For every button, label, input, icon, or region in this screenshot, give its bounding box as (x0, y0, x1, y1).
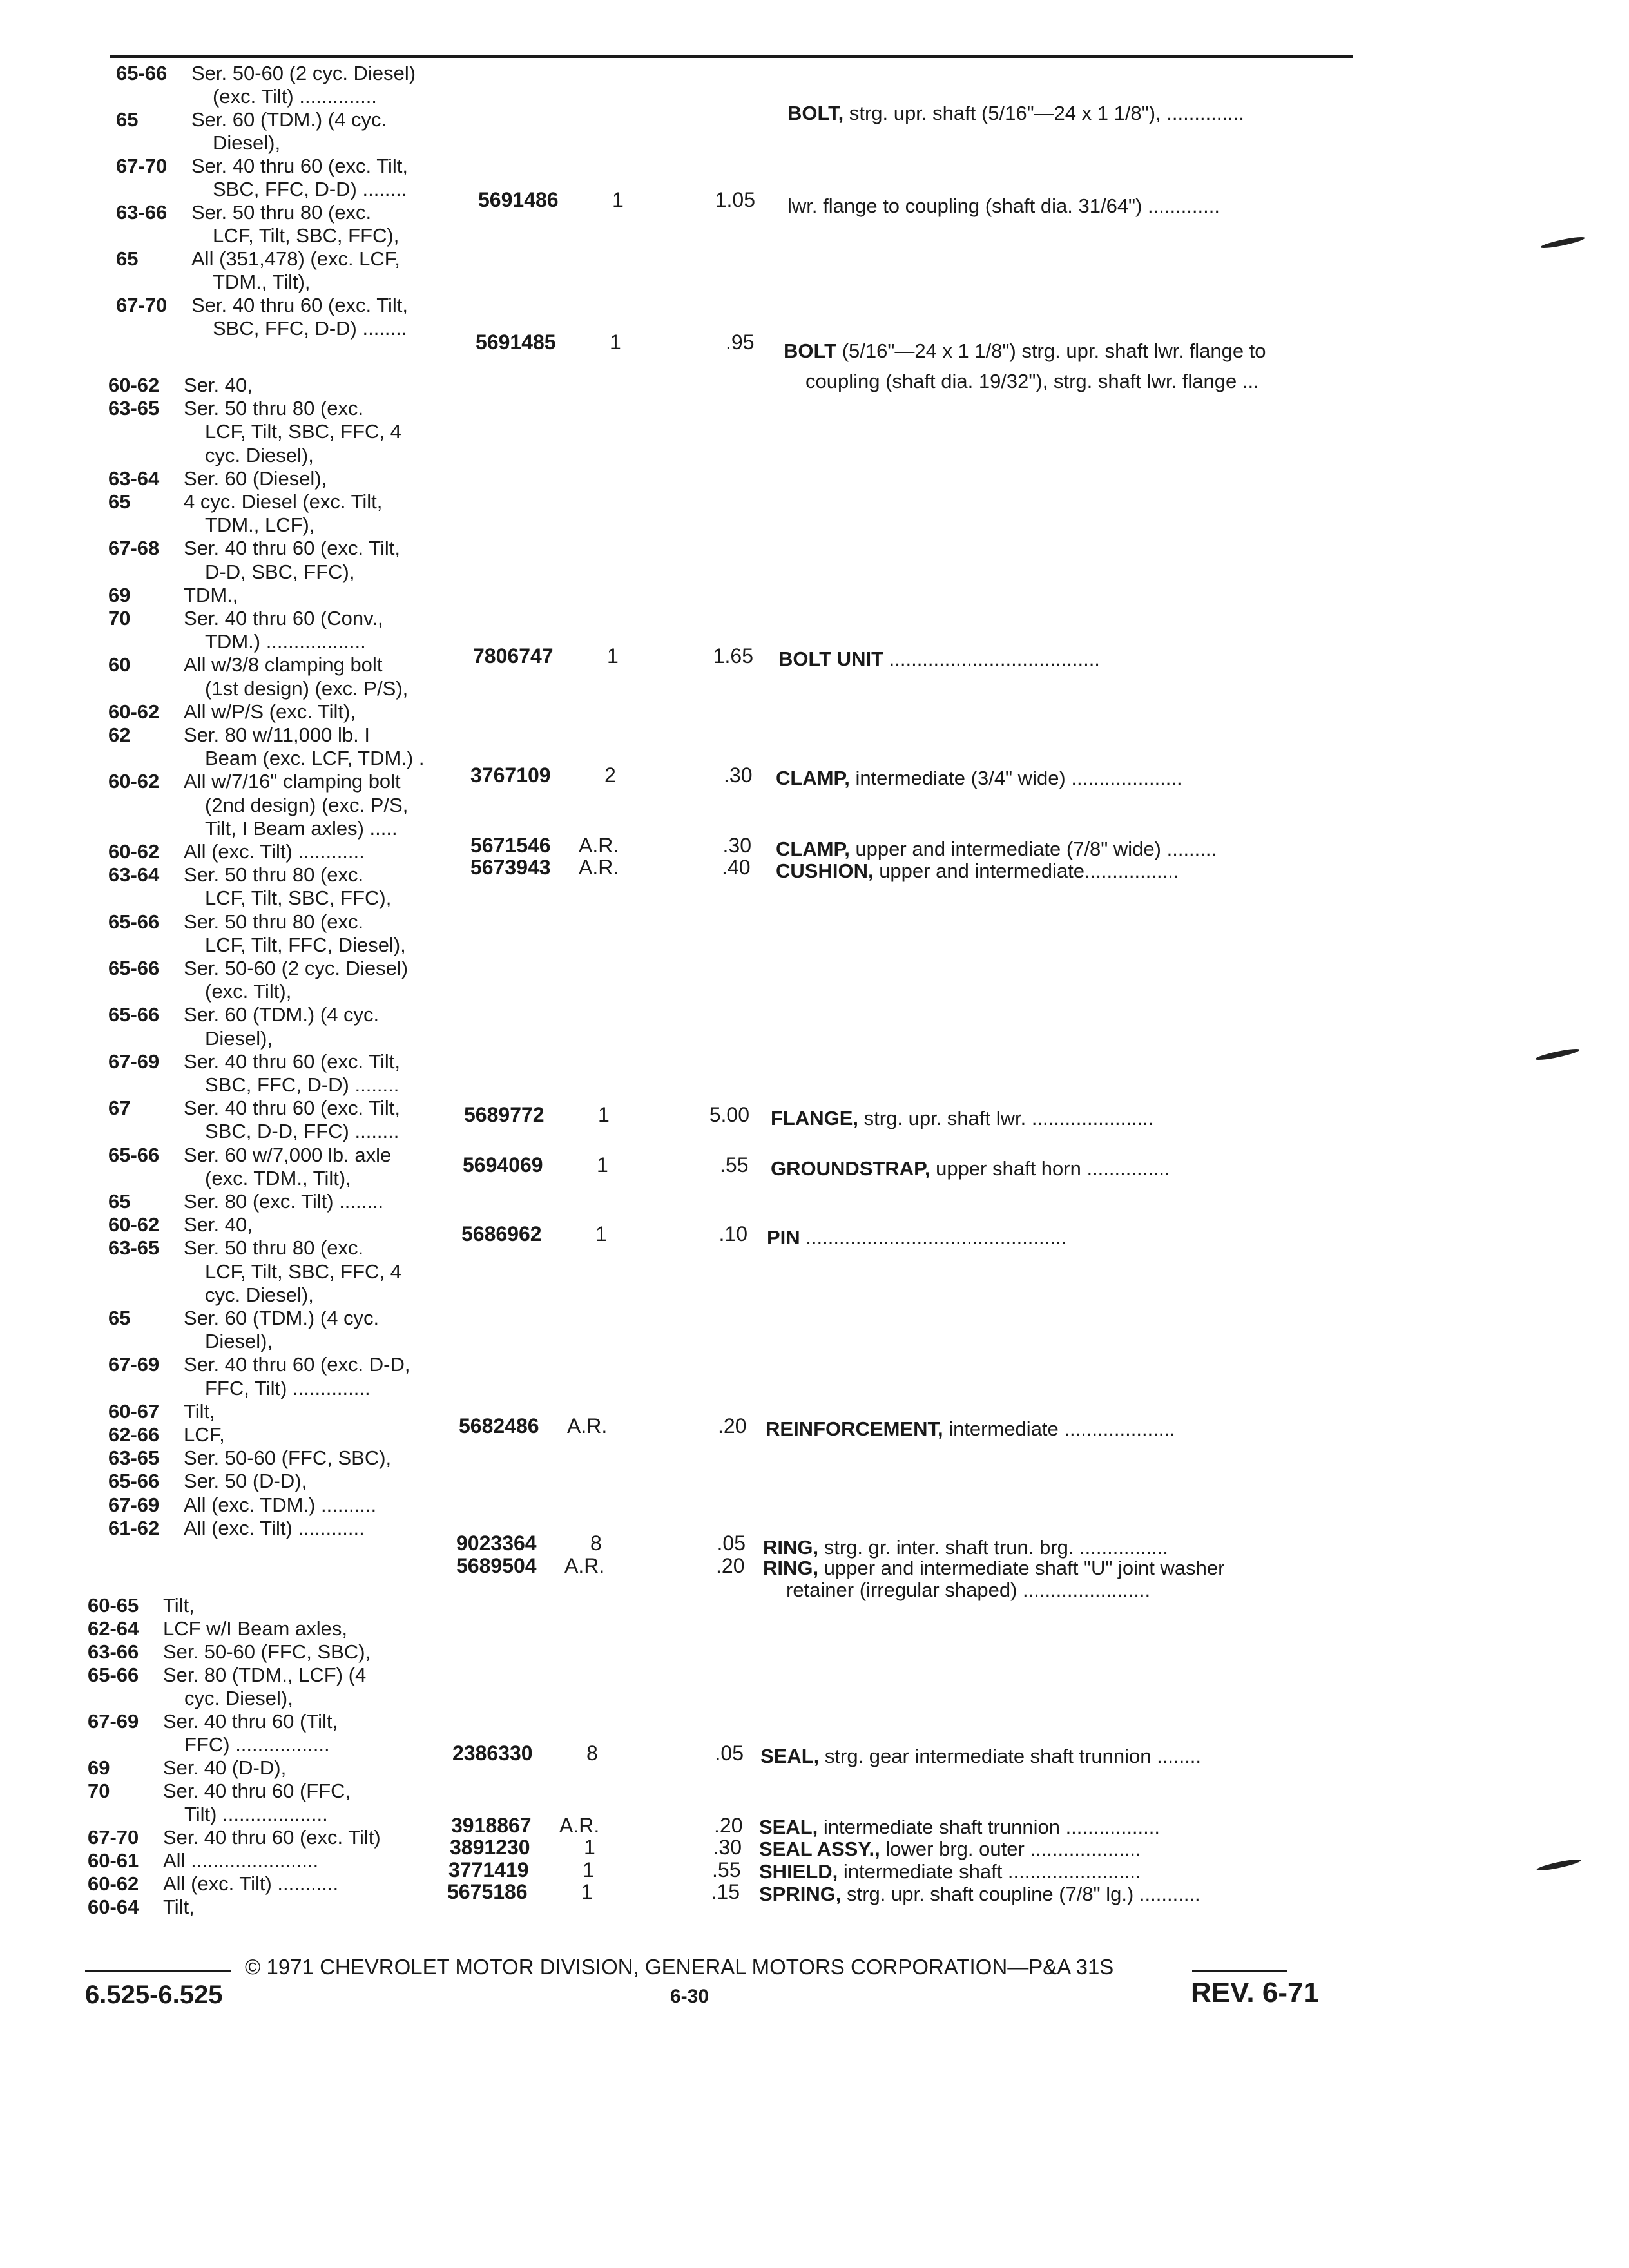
application-text: Ser. 40, (184, 1213, 253, 1236)
application-text: Ser. 50-60 (2 cyc. Diesel) (191, 62, 416, 84)
part-description (760, 1745, 1201, 1768)
quantity: 1 (607, 644, 619, 668)
application-text: LCF, Tilt, SBC, FFC, 4 (205, 1260, 401, 1283)
copyright-line: © 1971 CHEVROLET MOTOR DIVISION, GENERAL MOTORS CORPORATION—P&A 31S (245, 1955, 1114, 1979)
part-name: CUSHION, (776, 860, 874, 882)
application-block (108, 374, 495, 1540)
part-name: SHIELD, (759, 1860, 838, 1883)
model-year: 70 (108, 607, 131, 629)
price: .40 (722, 856, 751, 879)
application-text: Ser. 50 thru 80 (exc. (184, 397, 364, 420)
application-text: Ser. 50-60 (FFC, SBC), (163, 1640, 371, 1663)
quantity: 1 (581, 1880, 593, 1903)
part-name: CLAMP, (776, 767, 850, 789)
price: 1.65 (713, 644, 753, 668)
quantity: 1 (610, 331, 621, 354)
model-year: 63-65 (108, 1236, 160, 1260)
application-text: Diesel), (213, 131, 281, 154)
part-detail: upper and intermediate................. (873, 860, 1179, 882)
application-text: (exc. Tilt) .............. (213, 85, 377, 108)
part-detail: upper and intermediate shaft "U" joint washer (818, 1557, 1225, 1579)
quantity: A.R. (559, 1814, 600, 1837)
application-text: Ser. 60 (TDM.) (4 cyc. (184, 1003, 380, 1026)
price: .20 (718, 1414, 747, 1437)
model-year: 60 (108, 653, 131, 677)
application-text: Beam (exc. LCF, TDM.) . (205, 747, 425, 770)
price: .10 (718, 1222, 747, 1245)
application-text: LCF w/I Beam axles, (163, 1617, 347, 1640)
part-detail: strg. gear intermediate shaft trunnion ........ (819, 1745, 1202, 1767)
model-year: 60-62 (108, 840, 160, 863)
part-name: SEAL, (759, 1816, 818, 1838)
model-year: 60-62 (108, 770, 160, 793)
application-text: Ser. 60 (TDM.) (4 cyc. (184, 1307, 380, 1329)
application-text: Ser. 40 thru 60 (Tilt, (163, 1710, 338, 1733)
application-text: SBC, FFC, D-D) ........ (213, 178, 407, 200)
part-description (763, 1536, 1168, 1559)
application-text: Ser. 80 w/11,000 lb. I (184, 724, 370, 746)
model-year: 62 (108, 724, 131, 746)
model-year: 67-68 (108, 537, 160, 560)
part-detail: lwr. flange to coupling (shaft dia. 31/64") ............. (787, 195, 1220, 217)
price: .30 (722, 834, 751, 857)
application-text: cyc. Diesel), (184, 1687, 293, 1709)
application-text: TDM., LCF), (205, 514, 315, 537)
model-year: 65-66 (108, 957, 160, 979)
application-text: Ser. 80 (TDM., LCF) (4 (163, 1664, 367, 1686)
application-text: 4 cyc. Diesel (exc. Tilt, (184, 490, 383, 513)
application-text: (2nd design) (exc. P/S, (205, 793, 409, 816)
model-year: 63-66 (88, 1640, 139, 1663)
model-year: 65 (108, 1190, 131, 1213)
part-description (771, 1157, 1170, 1180)
part-number: 5675186 (447, 1880, 528, 1903)
application-text: Ser. 40 thru 60 (Conv., (184, 607, 383, 629)
part-name: SEAL ASSY., (759, 1838, 880, 1860)
part-description (759, 1816, 1160, 1839)
part-name: RING, (763, 1536, 819, 1559)
quantity: A.R. (579, 856, 619, 879)
quantity: 1 (598, 1103, 610, 1126)
application-text: LCF, Tilt, SBC, FFC), (205, 887, 392, 910)
application-text: Ser. 40 thru 60 (exc. Tilt, (184, 1050, 400, 1073)
part-detail: ...................................... (883, 648, 1100, 670)
part-detail: intermediate .................... (943, 1418, 1175, 1440)
price: 1.05 (715, 188, 755, 211)
quantity: A.R. (567, 1414, 608, 1437)
part-name: SPRING, (759, 1883, 842, 1905)
model-year: 60-62 (88, 1872, 139, 1895)
application-text: LCF, Tilt, SBC, FFC), (213, 224, 400, 247)
part-number: 3771419 (448, 1858, 529, 1881)
part-number: 5673943 (470, 856, 551, 879)
application-block (88, 1594, 474, 1919)
quantity: 1 (583, 1858, 594, 1881)
application-text: All w/7/16" clamping bolt (184, 770, 401, 793)
model-year: 67 (108, 1097, 131, 1120)
application-text: Ser. 50-60 (2 cyc. Diesel) (184, 957, 409, 979)
model-year: 70 (88, 1780, 110, 1802)
model-year: 65 (116, 247, 139, 270)
model-year: 65-66 (108, 1003, 160, 1026)
application-text: All (351,478) (exc. LCF, (191, 247, 400, 270)
quantity: 2 (604, 764, 616, 787)
application-text: LCF, Tilt, FFC, Diesel), (205, 933, 406, 956)
application-block (116, 62, 503, 340)
application-text: All w/3/8 clamping bolt (184, 653, 383, 677)
part-detail: strg. gr. inter. shaft trun. brg. ................ (818, 1536, 1168, 1559)
part-detail: strg. upr. shaft lwr. ...................... (858, 1107, 1154, 1129)
part-description (759, 1838, 1141, 1861)
part-description (776, 838, 1217, 861)
part-number: 5689504 (456, 1554, 537, 1577)
application-text: All (exc. Tilt) ............ (184, 840, 365, 863)
model-year: 67-69 (108, 1050, 160, 1073)
quantity: 8 (586, 1742, 598, 1765)
application-text: Ser. 60 (TDM.) (4 cyc. (191, 108, 387, 131)
application-text: FFC) ................. (184, 1733, 330, 1756)
quantity: 1 (612, 188, 624, 211)
price: .30 (713, 1836, 742, 1859)
application-text: FFC, Tilt) .............. (205, 1376, 371, 1399)
model-year: 63-64 (108, 863, 160, 887)
quantity: 1 (597, 1153, 608, 1177)
part-description (787, 195, 1220, 218)
part-description (771, 1107, 1153, 1130)
part-name: BOLT (784, 340, 837, 362)
part-description (787, 102, 1244, 125)
application-text: (exc. TDM., Tilt), (205, 1166, 351, 1189)
part-name: BOLT UNIT (778, 648, 884, 670)
model-year: 60-67 (108, 1399, 160, 1423)
application-text: cyc. Diesel), (205, 1283, 314, 1306)
price: .55 (712, 1858, 741, 1881)
model-year: 65-66 (108, 910, 160, 933)
part-name: REINFORCEMENT, (766, 1418, 943, 1440)
model-year: 63-65 (108, 397, 160, 420)
model-year: 62-66 (108, 1423, 160, 1446)
model-year: 60-62 (108, 700, 160, 723)
model-year: 60-64 (88, 1896, 139, 1918)
model-year: 63-64 (108, 466, 160, 490)
top-rule (110, 55, 1353, 58)
model-year: 61-62 (108, 1516, 160, 1539)
model-year: 69 (108, 583, 131, 606)
application-text: TDM.) .................. (205, 630, 366, 653)
application-text: LCF, (184, 1423, 225, 1446)
application-text: Ser. 40 (D-D), (163, 1756, 287, 1779)
part-detail: coupling (shaft dia. 19/32"), strg. shaft lwr. flange ... (805, 370, 1259, 392)
model-year: 62-64 (88, 1617, 139, 1640)
footer-rule-right (1192, 1970, 1287, 1972)
part-detail: ............................................... (800, 1226, 1067, 1249)
part-number: 3918867 (451, 1814, 532, 1837)
application-text: All (exc. Tilt) ............ (184, 1516, 365, 1539)
application-text: Ser. 40 thru 60 (exc. Tilt, (184, 537, 400, 560)
margin-mark (1535, 1047, 1580, 1062)
price: .20 (716, 1554, 745, 1577)
application-text: Diesel), (205, 1026, 273, 1050)
quantity: A.R. (564, 1554, 605, 1577)
application-text: Ser. 50 thru 80 (exc. (191, 201, 372, 224)
application-text: Diesel), (205, 1330, 273, 1353)
application-text: Ser. 50 (D-D), (184, 1470, 307, 1493)
model-year: 65-66 (108, 1143, 160, 1166)
model-year: 67-70 (116, 155, 168, 177)
model-year: 67-70 (88, 1826, 139, 1849)
part-detail: strg. upr. shaft (5/16"—24 x 1 1/8"), .............. (843, 102, 1244, 124)
price: .30 (724, 764, 753, 787)
application-text: (exc. Tilt), (205, 980, 292, 1003)
part-number: 5689772 (464, 1103, 545, 1126)
price: 5.00 (709, 1103, 749, 1126)
application-text: TDM., Tilt), (213, 271, 311, 293)
part-description (786, 1579, 1150, 1602)
part-number: 5694069 (463, 1153, 543, 1177)
quantity: 8 (590, 1532, 602, 1555)
page-number: 6-30 (670, 1986, 709, 2007)
application-text: All (exc. Tilt) ........... (163, 1872, 339, 1895)
application-text: All (exc. TDM.) .......... (184, 1493, 377, 1516)
model-year: 65 (116, 108, 139, 131)
model-year: 67-69 (88, 1710, 139, 1733)
application-text: Ser. 40 thru 60 (FFC, (163, 1780, 351, 1802)
application-text: SBC, D-D, FFC) ........ (205, 1120, 400, 1143)
model-year: 60-62 (108, 374, 160, 396)
part-number: 5671546 (470, 834, 551, 857)
model-year: 63-66 (116, 201, 168, 224)
part-detail: (5/16"—24 x 1 1/8") strg. upr. shaft lwr. flange to (836, 340, 1266, 362)
part-detail: intermediate shaft ........................ (838, 1860, 1141, 1883)
part-name: FLANGE, (771, 1107, 859, 1129)
part-detail: strg. upr. shaft coupline (7/8" lg.) ........... (841, 1883, 1200, 1905)
part-name: GROUNDSTRAP, (771, 1157, 930, 1180)
part-description (784, 340, 1266, 363)
price: .20 (714, 1814, 743, 1837)
application-text: D-D, SBC, FFC), (205, 560, 355, 583)
model-year: 60-65 (88, 1594, 139, 1617)
application-text: LCF, Tilt, SBC, FFC, 4 (205, 420, 401, 443)
part-description (763, 1557, 1224, 1580)
model-year: 65-66 (116, 62, 168, 84)
part-number: 5691485 (476, 331, 556, 354)
model-year: 65 (108, 1307, 131, 1329)
quantity: 1 (584, 1836, 595, 1859)
quantity: A.R. (579, 834, 619, 857)
price: .15 (711, 1880, 740, 1903)
model-year: 65-66 (108, 1470, 160, 1493)
price: .05 (717, 1532, 746, 1555)
part-description (776, 860, 1179, 883)
model-year: 65 (108, 490, 131, 513)
model-year: 67-69 (108, 1493, 160, 1516)
application-text: Ser. 40, (184, 374, 253, 396)
part-number: 9023364 (456, 1532, 537, 1555)
application-text: Ser. 80 (exc. Tilt) ........ (184, 1190, 384, 1213)
part-name: BOLT, (787, 102, 844, 124)
part-description (778, 648, 1100, 671)
part-detail: lower brg. outer .................... (880, 1838, 1141, 1860)
part-detail: intermediate shaft trunnion ................. (818, 1816, 1160, 1838)
part-detail: intermediate (3/4" wide) .................... (849, 767, 1182, 789)
part-number: 2386330 (452, 1742, 533, 1765)
part-number: 5682486 (459, 1414, 539, 1437)
model-year: 63-65 (108, 1446, 160, 1470)
application-text: Ser. 40 thru 60 (exc. Tilt) (163, 1826, 381, 1849)
application-text: Tilt) ................... (184, 1803, 328, 1825)
part-description (766, 1418, 1175, 1441)
part-name: CLAMP, (776, 838, 850, 860)
part-number: 7806747 (473, 644, 554, 668)
application-text: Ser. 50 thru 80 (exc. (184, 1236, 364, 1260)
part-description (805, 370, 1259, 393)
application-text: (1st design) (exc. P/S), (205, 677, 409, 700)
application-text: Ser. 50 thru 80 (exc. (184, 863, 364, 887)
part-name: PIN (767, 1226, 800, 1249)
model-year: 60-61 (88, 1849, 139, 1872)
part-detail: upper and intermediate (7/8" wide) ......... (849, 838, 1217, 860)
model-year: 60-62 (108, 1213, 160, 1236)
revision-label: REV. 6-71 (1191, 1977, 1319, 2008)
application-text: Ser. 60 (Diesel), (184, 466, 327, 490)
application-text: Tilt, (184, 1399, 215, 1423)
part-description (767, 1226, 1066, 1249)
application-text: cyc. Diesel), (205, 443, 314, 466)
application-text: SBC, FFC, D-D) ........ (205, 1073, 400, 1096)
part-description (759, 1860, 1141, 1883)
part-description (776, 767, 1182, 790)
application-text: TDM., (184, 583, 238, 606)
part-detail: retainer (irregular shaped) ....................... (786, 1579, 1151, 1601)
model-year: 69 (88, 1756, 110, 1779)
application-text: Ser. 40 thru 60 (exc. Tilt, (191, 155, 408, 177)
margin-mark (1540, 235, 1585, 250)
part-detail: upper shaft horn ............... (930, 1157, 1170, 1180)
part-number: 5686962 (461, 1222, 542, 1245)
part-name: RING, (763, 1557, 819, 1579)
application-text: Tilt, (163, 1896, 195, 1918)
part-number: 3891230 (450, 1836, 530, 1859)
part-description (759, 1883, 1200, 1906)
application-text: Tilt, I Beam axles) ..... (205, 816, 398, 840)
application-text: All w/P/S (exc. Tilt), (184, 700, 356, 723)
application-text: Ser. 40 thru 60 (exc. Tilt, (191, 294, 408, 316)
quantity: 1 (595, 1222, 607, 1245)
application-text: Ser. 40 thru 60 (exc. Tilt, (184, 1097, 400, 1120)
application-text: All ....................... (163, 1849, 319, 1872)
part-number: 5691486 (478, 188, 559, 211)
application-text: Ser. 50-60 (FFC, SBC), (184, 1446, 392, 1470)
application-text: Ser. 60 w/7,000 lb. axle (184, 1143, 392, 1166)
footer-rule-left (85, 1970, 231, 1972)
application-text: Ser. 50 thru 80 (exc. (184, 910, 364, 933)
model-year: 67-69 (108, 1353, 160, 1376)
margin-mark (1536, 1858, 1581, 1872)
application-text: Ser. 40 thru 60 (exc. D-D, (184, 1353, 410, 1376)
model-year: 65-66 (88, 1664, 139, 1686)
document-number: 6.525-6.525 (85, 1981, 223, 2009)
price: .05 (715, 1742, 744, 1765)
application-text: Tilt, (163, 1594, 195, 1617)
part-name: SEAL, (760, 1745, 820, 1767)
part-number: 3767109 (470, 764, 551, 787)
price: .55 (720, 1153, 749, 1177)
model-year: 67-70 (116, 294, 168, 316)
price: .95 (726, 331, 755, 354)
application-text: SBC, FFC, D-D) ........ (213, 317, 407, 340)
